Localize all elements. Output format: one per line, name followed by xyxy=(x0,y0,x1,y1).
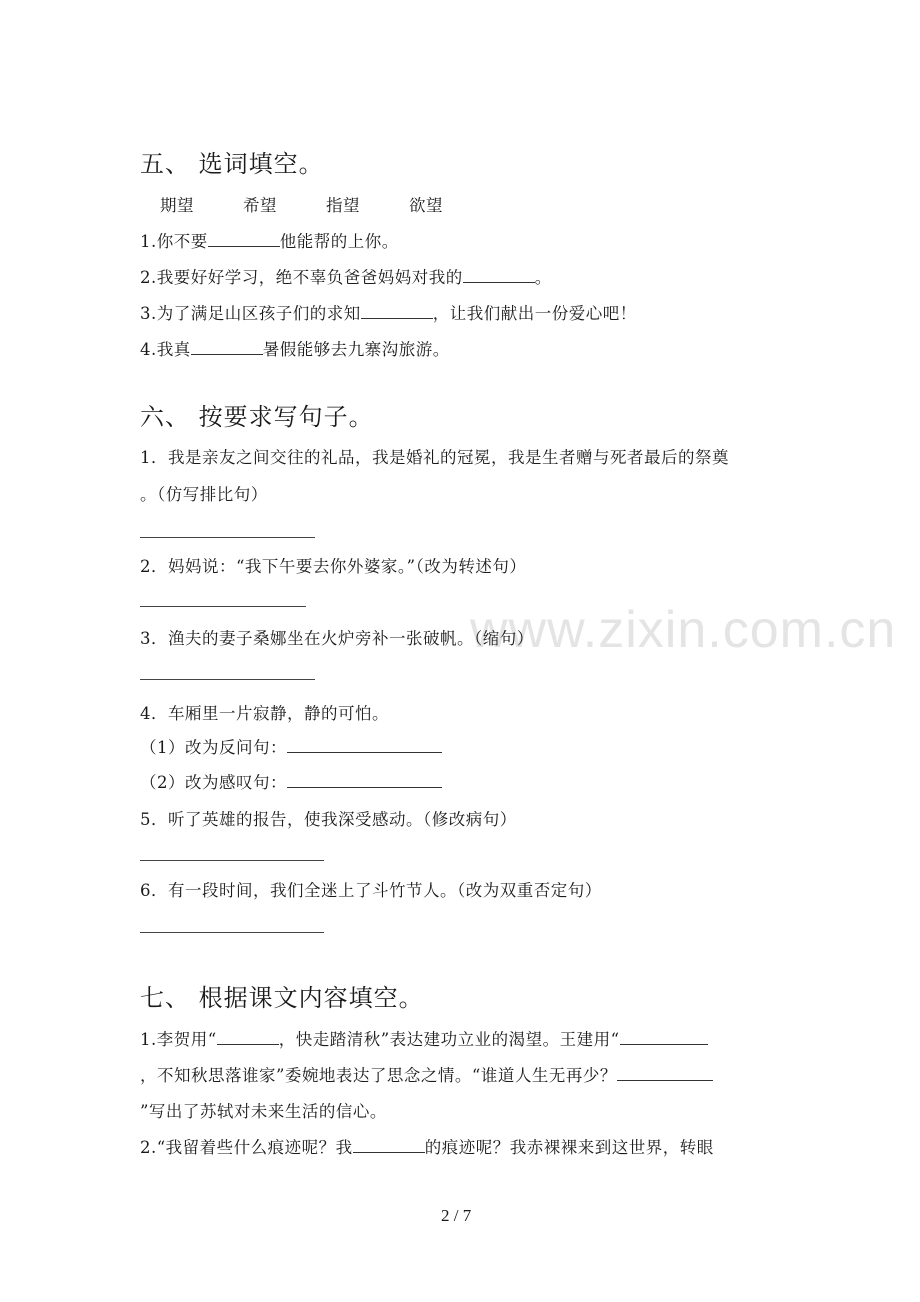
question-4-sub-1 xyxy=(140,734,442,758)
question-4-sub-1-label: （1）改为反问句： xyxy=(140,738,287,757)
page-number: 2 / 7 xyxy=(441,1206,472,1225)
section-6-title: 六、 按要求写句子。 xyxy=(140,403,374,431)
fill-item-3 xyxy=(140,300,637,324)
recall-line-2 xyxy=(140,1062,713,1086)
answer-line[interactable] xyxy=(140,537,315,538)
watermark: www.zixin.com.cn xyxy=(470,601,897,659)
word-choice-4: 欲望 xyxy=(409,196,443,215)
answer-line[interactable] xyxy=(140,606,306,607)
fill-item-2-post: 。 xyxy=(534,268,552,287)
question-2: 2．妈妈说：“我下午要去你外婆家。”（改为转述句） xyxy=(140,557,527,576)
section-5-title: 五、 选词填空。 xyxy=(140,150,324,178)
question-6: 6．有一段时间，我们全迷上了斗竹节人。（改为双重否定句） xyxy=(140,881,602,900)
recall-line-4-a: 2.“我留着些什么痕迹呢？我 xyxy=(140,1138,353,1157)
fill-item-1-post: 他能帮的上你。 xyxy=(279,232,399,251)
answer-blank[interactable] xyxy=(208,230,280,247)
answer-blank[interactable] xyxy=(617,1064,713,1081)
answer-blank[interactable] xyxy=(353,1136,425,1153)
question-3: 3．渔夫的妻子桑娜坐在火炉旁补一张破帆。（缩句） xyxy=(140,629,534,648)
answer-blank[interactable] xyxy=(287,771,442,788)
fill-item-2 xyxy=(140,264,552,288)
answer-blank[interactable] xyxy=(287,736,442,753)
recall-line-2-a: ，不知秋思落谁家”委婉地表达了思念之情。“谁道人生无再少？ xyxy=(140,1066,617,1085)
answer-blank[interactable] xyxy=(463,266,535,283)
answer-blank[interactable] xyxy=(217,1028,279,1045)
answer-blank[interactable] xyxy=(620,1028,708,1045)
recall-line-1-a: 1.李贺用“ xyxy=(140,1030,217,1049)
question-4-sub-2 xyxy=(140,769,442,793)
recall-line-4-b: 的痕迹呢？我赤裸裸来到这世界，转眼 xyxy=(424,1138,714,1157)
word-choice-3: 指望 xyxy=(326,196,360,215)
recall-line-1-b: ，快走踏清秋”表达建功立业的渴望。王建用“ xyxy=(278,1030,620,1049)
answer-blank[interactable] xyxy=(191,338,263,355)
word-choice-2: 希望 xyxy=(243,196,277,215)
recall-line-4 xyxy=(140,1134,714,1158)
fill-item-3-post: ，让我们献出一份爱心吧！ xyxy=(432,304,637,323)
question-4-sub-2-label: （2）改为感叹句： xyxy=(140,773,287,792)
recall-line-1 xyxy=(140,1026,708,1050)
fill-item-4 xyxy=(140,336,450,360)
recall-line-3: ”写出了苏轼对未来生活的信心。 xyxy=(140,1102,387,1121)
answer-line[interactable] xyxy=(140,679,315,680)
fill-item-1-pre: 1.你不要 xyxy=(140,232,208,251)
answer-blank[interactable] xyxy=(361,302,433,319)
fill-item-4-pre: 4.我真 xyxy=(140,340,191,359)
fill-item-3-pre: 3.为了满足山区孩子们的求知 xyxy=(140,304,361,323)
word-choice-1: 期望 xyxy=(160,196,194,215)
fill-item-4-post: 暑假能够去九寨沟旅游。 xyxy=(262,340,450,359)
question-1-line-1: 1．我是亲友之间交往的礼品，我是婚礼的冠冕，我是生者赠与死者最后的祭奠 xyxy=(140,448,729,467)
question-4: 4．车厢里一片寂静，静的可怕。 xyxy=(140,704,389,723)
question-5: 5．听了英雄的报告，使我深受感动。（修改病句） xyxy=(140,810,517,829)
answer-line[interactable] xyxy=(140,860,324,861)
fill-item-2-pre: 2.我要好好学习，绝不辜负爸爸妈妈对我的 xyxy=(140,268,463,287)
answer-line[interactable] xyxy=(140,932,324,933)
question-1-line-2: 。（仿写排比句） xyxy=(140,485,268,504)
fill-item-1 xyxy=(140,228,399,252)
section-7-title: 七、 根据课文内容填空。 xyxy=(140,984,424,1012)
